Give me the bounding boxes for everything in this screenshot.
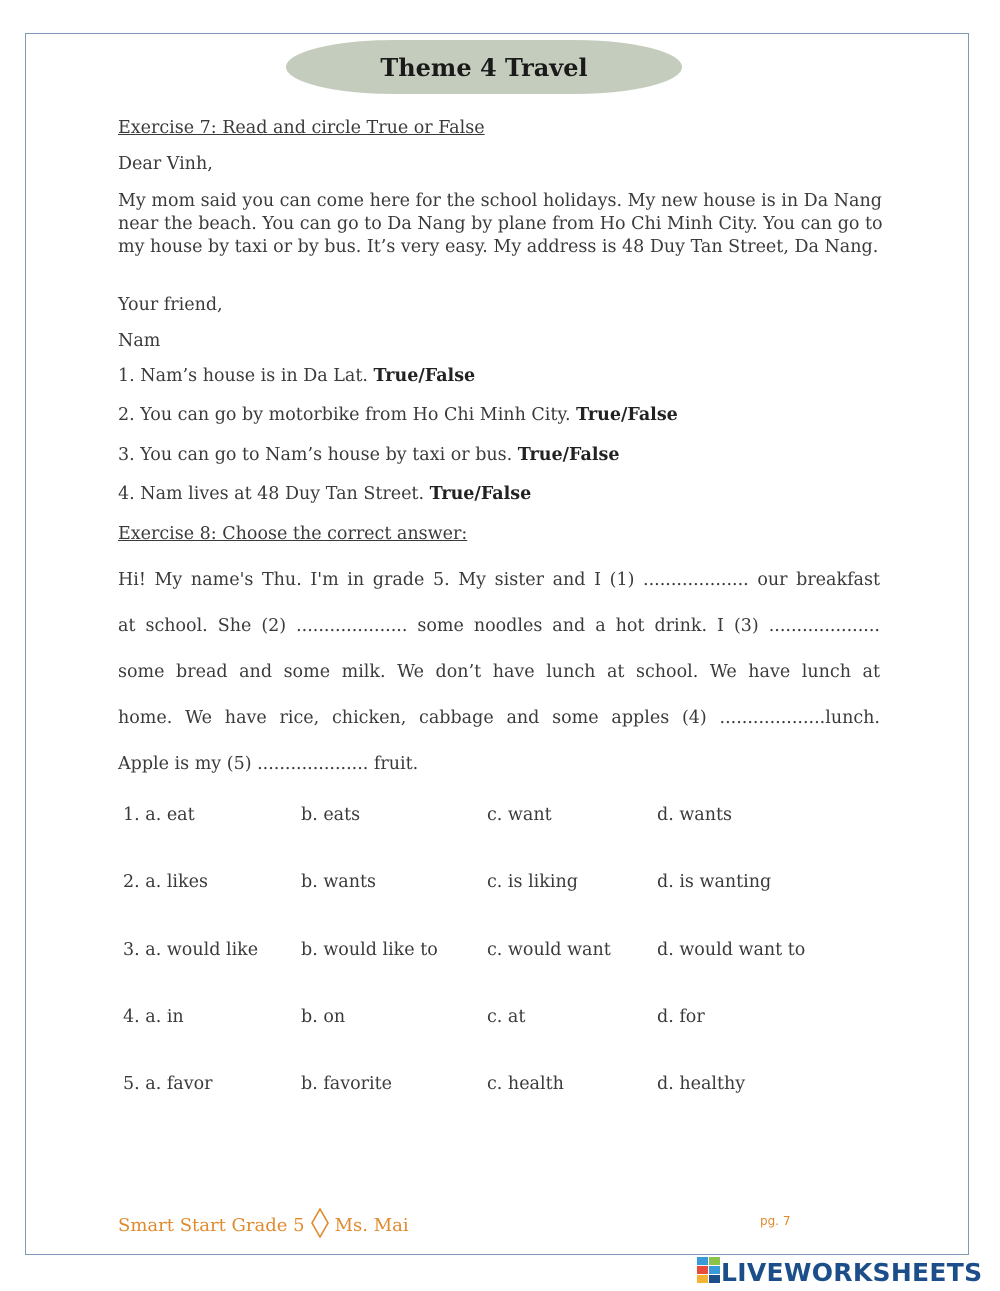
true-false-choice[interactable]: True/False	[429, 484, 532, 504]
tf-statement	[118, 405, 678, 425]
letter-body: My mom said you can come here for the school holidays. My new house is in Da Nang near the beach. You can go to Da Nang by plane from Ho Chi Minh City. You can go to my house by taxi or by bus. It’s very easy. My address is 48 Duy Tan Street, Da Nang.	[118, 191, 883, 257]
letter-closing: Your friend,	[118, 295, 223, 315]
option[interactable]: c. health	[487, 1074, 564, 1094]
passage-line: Hi! My name's Thu. I'm in grade 5. My sister and I (1) ................... our breakfast	[118, 570, 880, 590]
statement-text: 2. You can go by motorbike from Ho Chi Minh City.	[118, 405, 571, 425]
true-false-choice[interactable]: True/False	[373, 366, 476, 386]
diamond-icon	[311, 1208, 329, 1243]
letter-greeting: Dear Vinh,	[118, 154, 213, 174]
footer-teacher: Ms. Mai	[334, 1215, 409, 1236]
passage-line: Apple is my (5) .................... fruit.	[118, 754, 419, 774]
option[interactable]: 1. a. eat	[123, 805, 195, 825]
option[interactable]: c. at	[487, 1007, 526, 1027]
passage-line: home. We have rice, chicken, cabbage and some apples (4) ...................lunch.	[118, 708, 880, 728]
option[interactable]: d. healthy	[657, 1074, 746, 1094]
option[interactable]: 5. a. favor	[123, 1074, 213, 1094]
liveworksheets-blocks-icon	[697, 1257, 721, 1287]
option[interactable]: b. wants	[301, 872, 377, 892]
exercise-7-heading: Exercise 7: Read and circle True or False	[118, 118, 485, 138]
tf-statement	[118, 445, 619, 465]
option[interactable]: d. is wanting	[657, 872, 772, 892]
passage-line: at school. She (2) .................... some noodles and a hot drink. I (3) ....................	[118, 616, 880, 636]
exercise-8-heading: Exercise 8: Choose the correct answer:	[118, 524, 468, 544]
true-false-choice[interactable]: True/False	[517, 445, 620, 465]
page-number: pg. 7	[760, 1214, 791, 1228]
footer-credit	[118, 1208, 409, 1243]
option[interactable]: 4. a. in	[123, 1007, 184, 1027]
option[interactable]: 3. a. would like	[123, 940, 259, 960]
true-false-choice[interactable]: True/False	[576, 405, 678, 425]
tf-statement	[118, 484, 531, 504]
letter-signature: Nam	[118, 331, 161, 351]
option[interactable]: c. is liking	[487, 872, 578, 892]
option[interactable]: b. would like to	[301, 940, 438, 960]
option[interactable]: b. favorite	[301, 1074, 393, 1094]
option[interactable]: d. wants	[657, 805, 733, 825]
option[interactable]: c. would want	[487, 940, 611, 960]
statement-text: 3. You can go to Nam’s house by taxi or bus.	[118, 445, 513, 465]
option[interactable]: d. for	[657, 1007, 705, 1027]
watermark-text: LIVEWORKSHEETS	[721, 1257, 983, 1287]
option[interactable]: c. want	[487, 805, 552, 825]
statement-text: 4. Nam lives at 48 Duy Tan Street.	[118, 484, 425, 504]
footer-course: Smart Start Grade 5	[118, 1215, 305, 1236]
option[interactable]: d. would want to	[657, 940, 806, 960]
liveworksheets-logo[interactable]	[697, 1257, 982, 1287]
title-banner	[286, 40, 682, 94]
tf-statement	[118, 366, 475, 386]
page-title: Theme 4 Travel	[380, 52, 588, 82]
passage-line: some bread and some milk. We don’t have lunch at school. We have lunch at	[118, 662, 880, 682]
option[interactable]: b. eats	[301, 805, 361, 825]
option[interactable]: 2. a. likes	[123, 872, 208, 892]
statement-text: 1. Nam’s house is in Da Lat.	[118, 366, 368, 386]
option[interactable]: b. on	[301, 1007, 346, 1027]
